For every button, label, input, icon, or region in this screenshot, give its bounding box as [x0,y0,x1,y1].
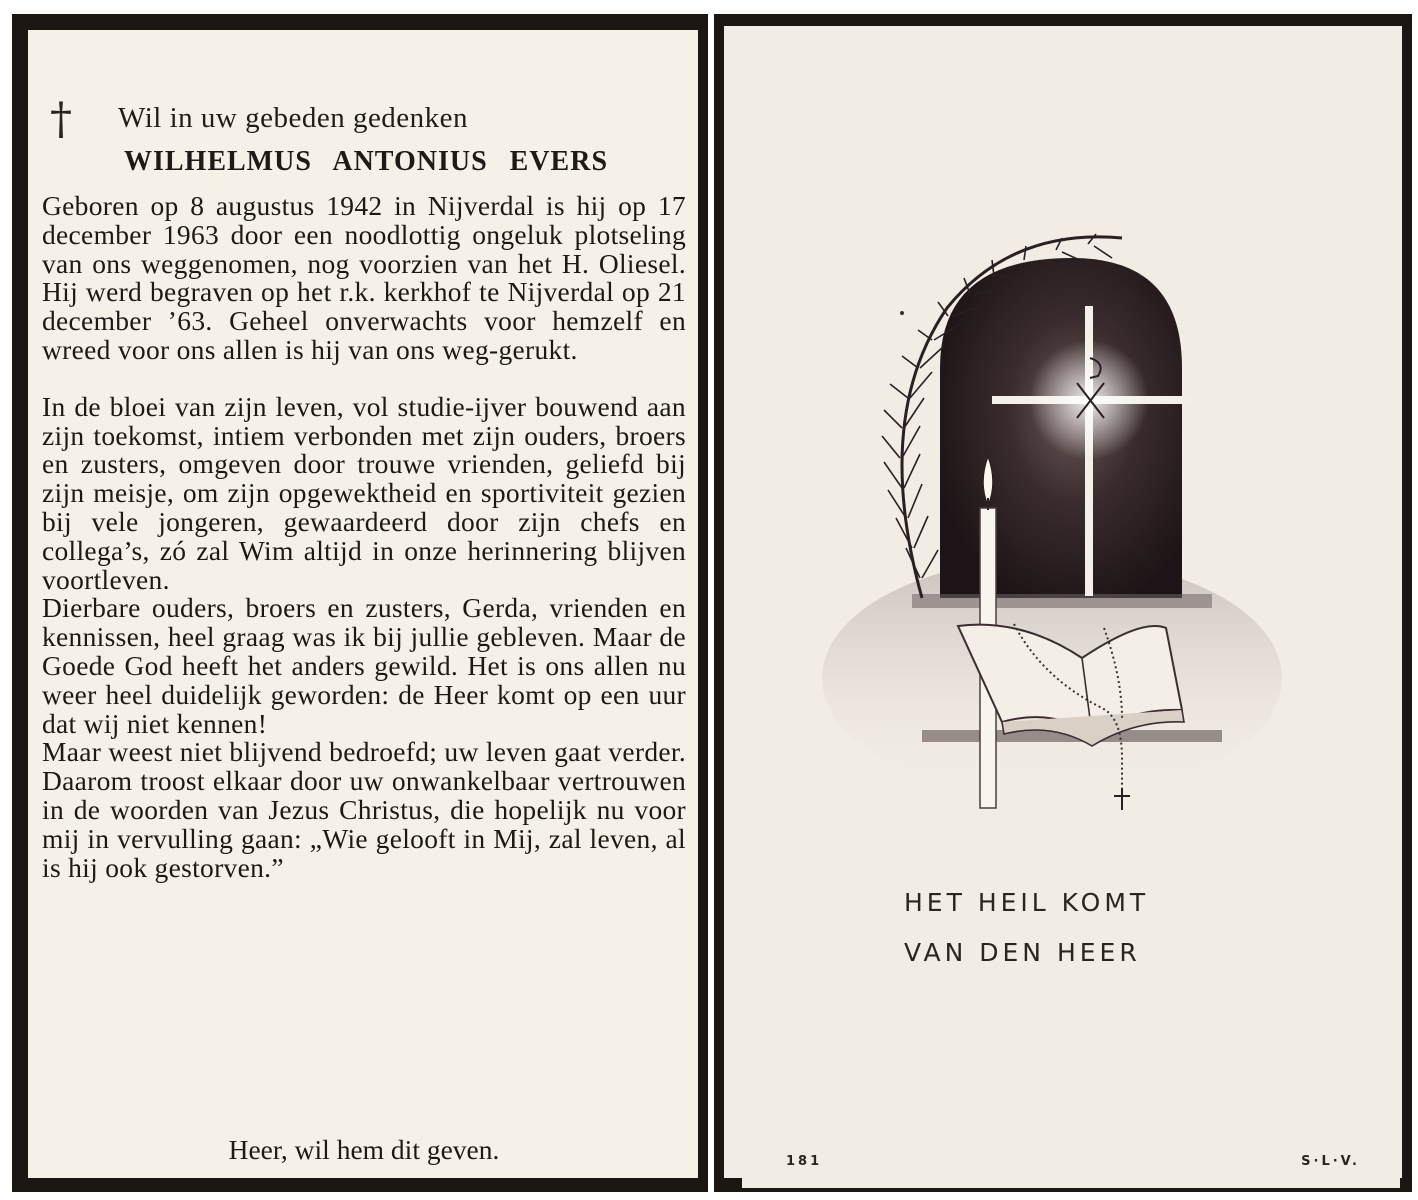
motto-line-2: VAN DEN HEER [904,938,1141,967]
memorial-image-card [714,14,1412,1192]
window-sill [912,594,1212,608]
cross-icon: † [50,94,72,145]
memorial-text-card [12,14,708,1192]
paragraph-farewell: Dierbare ouders, broers en zusters, Gerda, vrienden en kennissen, heel graag was ik bij jullie gebleven. Maar de Goede God heeft het anders gewild. Het is ons allen nu weer heel duidelijk geworden: de Heer komt op een uur dat wij niet kennen! [42,592,686,739]
deceased-name: WILHELMUS ANTONIUS EVERS [123,146,609,177]
paragraph-biography: Geboren op 8 augustus 1942 in Nijverdal is hij op 17 december 1963 door een noodlottig ongeluk plotseling van ons weggenomen, nog voorzien van het H. Oliesel. Hij werd begraven op het r.k. kerkhof te Nijverdal op 21 december ’63. Geheel onverwachts voor hemzelf en wreed voor ons allen is hij van ons weg-gerukt. [42,190,686,365]
paragraph-remembrance: In de bloei van zijn leven, vol studie-ijver bouwend aan zijn toekomst, intiem verbonden met zijn ouders, broers en zusters, omgeven door trouwe vrienden, geliefd bij zijn meisje, om zijn opgewektheid en sportiviteit gezien bij vele jongeren, gewaardeerd door zijn chefs en collega’s, zó zal Wim altijd in onze herinnering blijven voortleven. [42,390,686,595]
motto-line-1: HET HEIL KOMT [904,888,1150,917]
card-heading: Wil in uw gebeden gedenken [118,102,469,134]
candle-window-illustration [742,58,1400,1188]
text-card-paper [28,30,698,1178]
speck [900,311,904,315]
illustration-svg [742,58,1400,1188]
publisher-mark: S·L·V. [1301,1154,1360,1169]
print-number: 181 [786,1154,823,1169]
closing-prayer: Heer, wil hem dit geven. [228,1134,500,1165]
paragraph-consolation: Maar weest niet blijvend bedroefd; uw leven gaat verder. Daarom troost elkaar door uw onwankelbaar vertrouwen in de woorden van Jezus Christus, die hopelijk nu voor mij in vervulling gaan: „Wie gelooft in Mij, zal leven, al is hij ook gestorven.” [42,736,686,883]
image-card-paper [724,26,1402,1178]
memorial-body [42,192,686,882]
